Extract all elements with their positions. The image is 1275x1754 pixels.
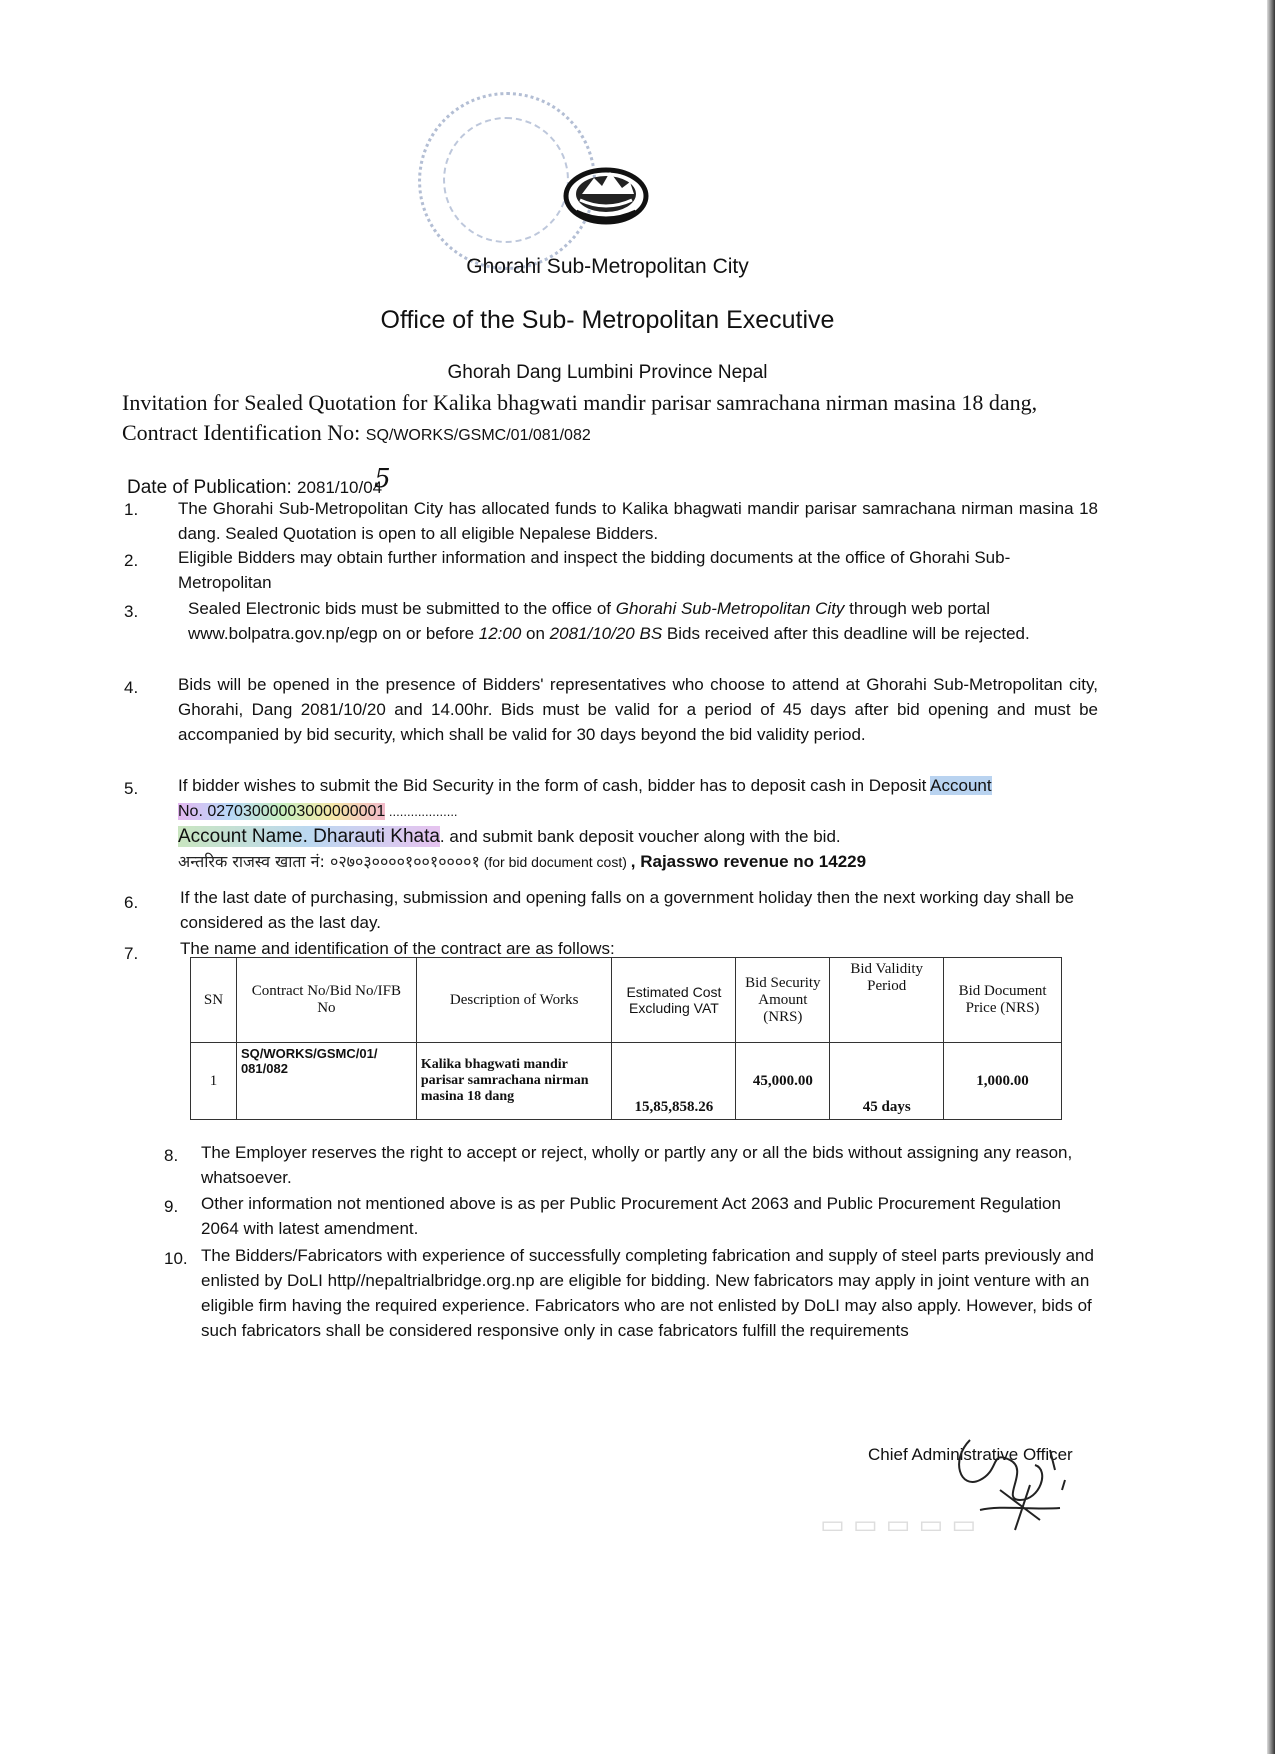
handwritten-date-correction: 5 [374,464,391,494]
table-cell-sn: 1 [191,1043,237,1120]
table-cell-document-price: 1,000.00 [944,1043,1062,1120]
item-8: The Employer reserves the right to accept or reject, wholly or partly any or all the bids without assigning any reason, whatsoever. [201,1143,1073,1187]
item-number: 3. [124,602,139,621]
table-cell-contract-no: SQ/WORKS/GSMC/01/ 081/082 [236,1043,416,1120]
column-header: Bid Validity Period [830,958,944,1043]
faint-office-stamp: ▭ ▭ ▭ ▭ ▭ [820,1510,976,1540]
column-header: Estimated Cost Excluding VAT [612,958,736,1043]
item-number: 5. [124,779,139,798]
signatory-title: Chief Administrative Officer [868,1445,1073,1464]
page-edge [1267,0,1275,1754]
city-heading: Ghorahi Sub-Metropolitan City [466,255,749,278]
item-3-text: on [521,624,550,643]
item-5 [178,773,1098,875]
item-3-text: Bids received after this deadline will be rejected. [662,624,1030,643]
contract-table [190,957,1062,1120]
item-number: 1. [124,500,139,519]
contract-identification-no: SQ/WORKS/GSMC/01/081/082 [365,427,591,444]
item-3-time: 12:00 [478,624,522,643]
column-header: Contract No/Bid No/IFB No [236,958,416,1043]
table-cell-validity-period: 45 days [830,1043,944,1120]
item-1: The Ghorahi Sub-Metropolitan City has allocated funds to Kalika bhagwati mandir parisar samrachana nirman masina 18 dang. Sealed Quotation is open to all eligible Nepalese Bidders. [178,499,1098,543]
address-line: Ghorah Dang Lumbini Province Nepal [447,362,768,383]
table-cell-estimated-cost: 15,85,858.26 [612,1043,736,1120]
column-header: Bid Document Price (NRS) [944,958,1062,1043]
item-3-text: through web portal www.bolpatra.gov.np/egp on or before [188,599,990,643]
item-3-text: Sealed Electronic bids must be submitted to the office of [188,599,616,618]
column-header: Bid Security Amount (NRS) [736,958,830,1043]
invitation-title [122,388,1082,451]
deposit-account-name: Account Name. Dharauti Khata [178,826,440,847]
office-seal-inner-ring [443,117,569,243]
table-cell-bid-security: 45,000.00 [736,1043,830,1120]
item-3-deadline: 2081/10/20 BS [549,624,663,643]
item-7: The name and identification of the contract are as follows: [180,939,615,958]
item-5-text: . and submit bank deposit voucher along with the bid. [439,827,841,846]
nepal-emblem-icon [562,160,650,226]
item-number: 8. [164,1146,179,1165]
item-number: 2. [124,551,139,570]
item-5-text: If bidder wishes to submit the Bid Security in the form of cash, bidder has to deposit cash in Deposit [178,776,931,795]
item-number: 7. [124,944,139,963]
rajasswo-revenue-number: , Rajasswo revenue no 14229 [630,852,867,871]
table-cell-description: Kalika bhagwati mandir parisar samrachana nirman masina 18 dang [416,1043,612,1120]
office-heading: Office of the Sub- Metropolitan Executive [380,306,835,334]
item-number: 6. [124,893,139,912]
internal-revenue-account-no: अन्तरिक राजस्व खाता नं: ०२७०३००००१००१००००१ [178,852,480,871]
item-10: The Bidders/Fabricators with experience of successfully completing fabrication and supply of steel parts previously and enlisted by DoLI http//nepaltrialbridge.org.np are eligible for bidding. New fabricators may apply in joint venture with an eligible firm having the required experience. Fabricators who are not enlisted by DoLI may also apply. However, bids of such fabricators shall be considered responsive only in case fabricators fulfill the requirements [201,1246,1094,1340]
table-header-row [191,958,1062,1043]
item-number: 9. [164,1197,179,1216]
publication-date-value: 2081/10/04 [297,478,383,497]
table-row [191,1043,1062,1120]
item-number: 10. [164,1249,188,1268]
highlighted-account-label: Account [930,776,992,795]
item-6: If the last date of purchasing, submission and opening falls on a government holiday then the next working day shall be considered as the last day. [180,888,1075,932]
publication-date-label: Date of Publication: [127,477,298,498]
item-4: Bids will be opened in the presence of Bidders' representatives who choose to attend at Ghorahi Sub-Metropolitan city, Ghorahi, Dang 2081/10/20 and 14.00hr. Bids must be valid for a period of 45 days after bid opening and must be accompanied by bid security, which shall be valid for 30 days beyond the bid validity period. [178,675,1098,744]
column-header: SN [191,958,237,1043]
column-header: Description of Works [416,958,612,1043]
dotted-leader: ................... [385,804,458,819]
item-3 [188,596,1078,646]
item-3-office: Ghorahi Sub-Metropolitan City [615,599,845,618]
item-number: 4. [124,678,139,697]
bid-document-cost-note: (for bid document cost) [479,854,631,870]
invitation-title-text: Invitation for Sealed Quotation for Kalika bhagwati mandir parisar samrachana nirman masina 18 dang, Contract Identification No: [122,390,1038,445]
item-2: Eligible Bidders may obtain further information and inspect the bidding documents at the office of Ghorahi Sub-Metropolitan [178,548,1011,592]
deposit-account-number: No. 02703000003000000001 [178,803,386,820]
item-9: Other information not mentioned above is as per Public Procurement Act 2063 and Public Procurement Regulation 2064 with latest amendment. [201,1194,1061,1238]
